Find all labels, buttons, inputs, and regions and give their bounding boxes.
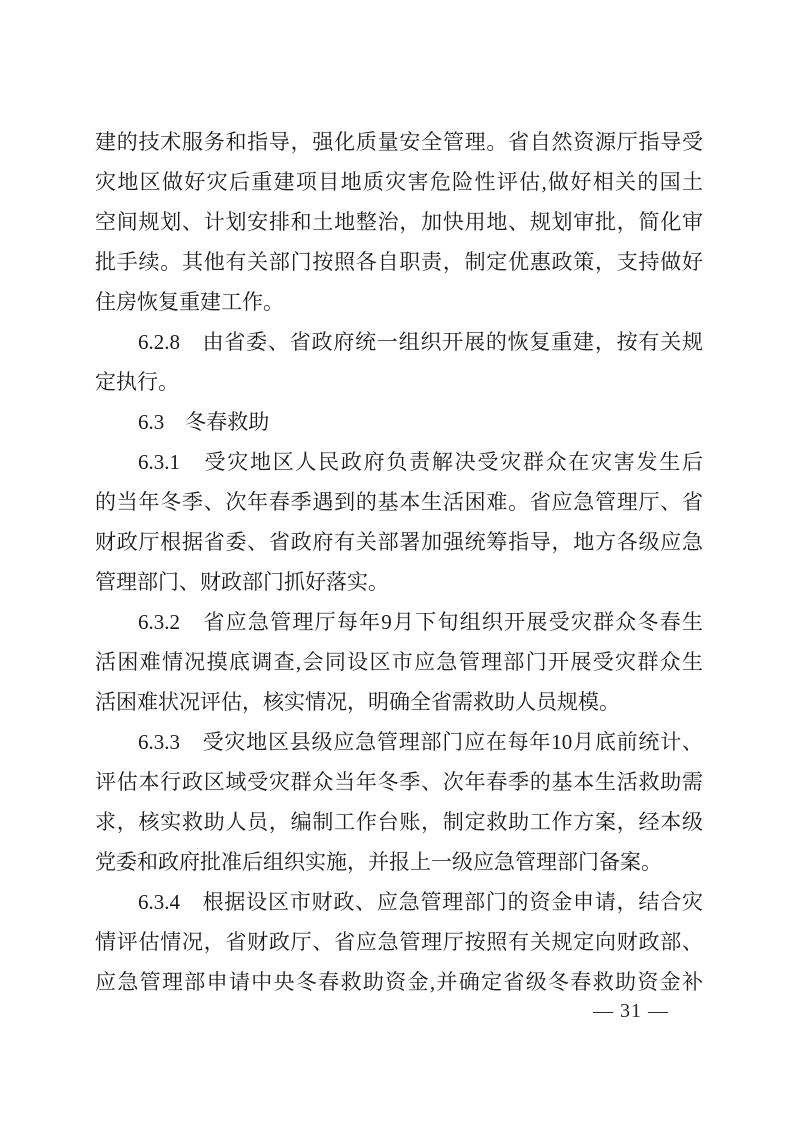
text-line: 6.2.8 由省委、省政府统一组织开展的恢复重建，按有关规 <box>138 330 703 354</box>
text-line: 活困难情况摸底调查,会同设区市应急管理部门开展受灾群众生 <box>95 650 703 674</box>
text-line: 党委和政府批准后组织实施，并报上一级应急管理部门备案。 <box>95 850 662 874</box>
text-line: 6.3.2 省应急管理厅每年9月下旬组织开展受灾群众冬春生 <box>138 610 703 634</box>
text-line: 灾地区做好灾后重建项目地质灾害危险性评估,做好相关的国土 <box>95 170 703 194</box>
text-line: 管理部门、财政部门抓好落实。 <box>95 570 389 594</box>
text-line: 情评估情况，省财政厅、省应急管理厅按照有关规定向财政部、 <box>95 930 703 954</box>
para-6-3-3 <box>95 722 703 882</box>
heading-line: 6.3 冬春救助 <box>138 410 270 434</box>
para-housing-rebuild-continuation <box>95 122 703 322</box>
document-body <box>95 122 703 1002</box>
para-6-2-8 <box>95 322 703 402</box>
heading-6-3 <box>95 402 703 442</box>
text-line: 评估本行政区域受灾群众当年冬季、次年春季的基本生活救助需 <box>95 770 703 794</box>
para-6-3-2 <box>95 602 703 722</box>
para-6-3-4 <box>95 882 703 1002</box>
text-line: 求，核实救助人员，编制工作台账，制定救助工作方案，经本级 <box>95 810 703 834</box>
text-line: 建的技术服务和指导，强化质量安全管理。省自然资源厅指导受 <box>95 130 703 154</box>
text-line: 应急管理部申请中央冬春救助资金,并确定省级冬春救助资金补 <box>95 970 703 994</box>
text-line: 活困难状况评估，核实情况，明确全省需救助人员规模。 <box>95 690 620 714</box>
text-line: 6.3.3 受灾地区县级应急管理部门应在每年10月底前统计、 <box>138 730 703 754</box>
text-line: 的当年冬季、次年春季遇到的基本生活困难。省应急管理厅、省 <box>95 490 703 514</box>
text-line: 定执行。 <box>95 370 179 394</box>
text-line: 6.3.1 受灾地区人民政府负责解决受灾群众在灾害发生后 <box>138 450 703 474</box>
text-line: 批手续。其他有关部门按照各自职责，制定优惠政策，支持做好 <box>95 250 703 274</box>
text-line: 空间规划、计划安排和土地整治，加快用地、规划审批，简化审 <box>95 210 703 234</box>
text-line: 财政厅根据省委、省政府有关部署加强统筹指导，地方各级应急 <box>95 530 703 554</box>
page-number: — 31 — <box>593 1000 669 1022</box>
text-line: 6.3.4 根据设区市财政、应急管理部门的资金申请，结合灾 <box>138 890 703 914</box>
para-6-3-1 <box>95 442 703 602</box>
text-line: 住房恢复重建工作。 <box>95 290 284 314</box>
